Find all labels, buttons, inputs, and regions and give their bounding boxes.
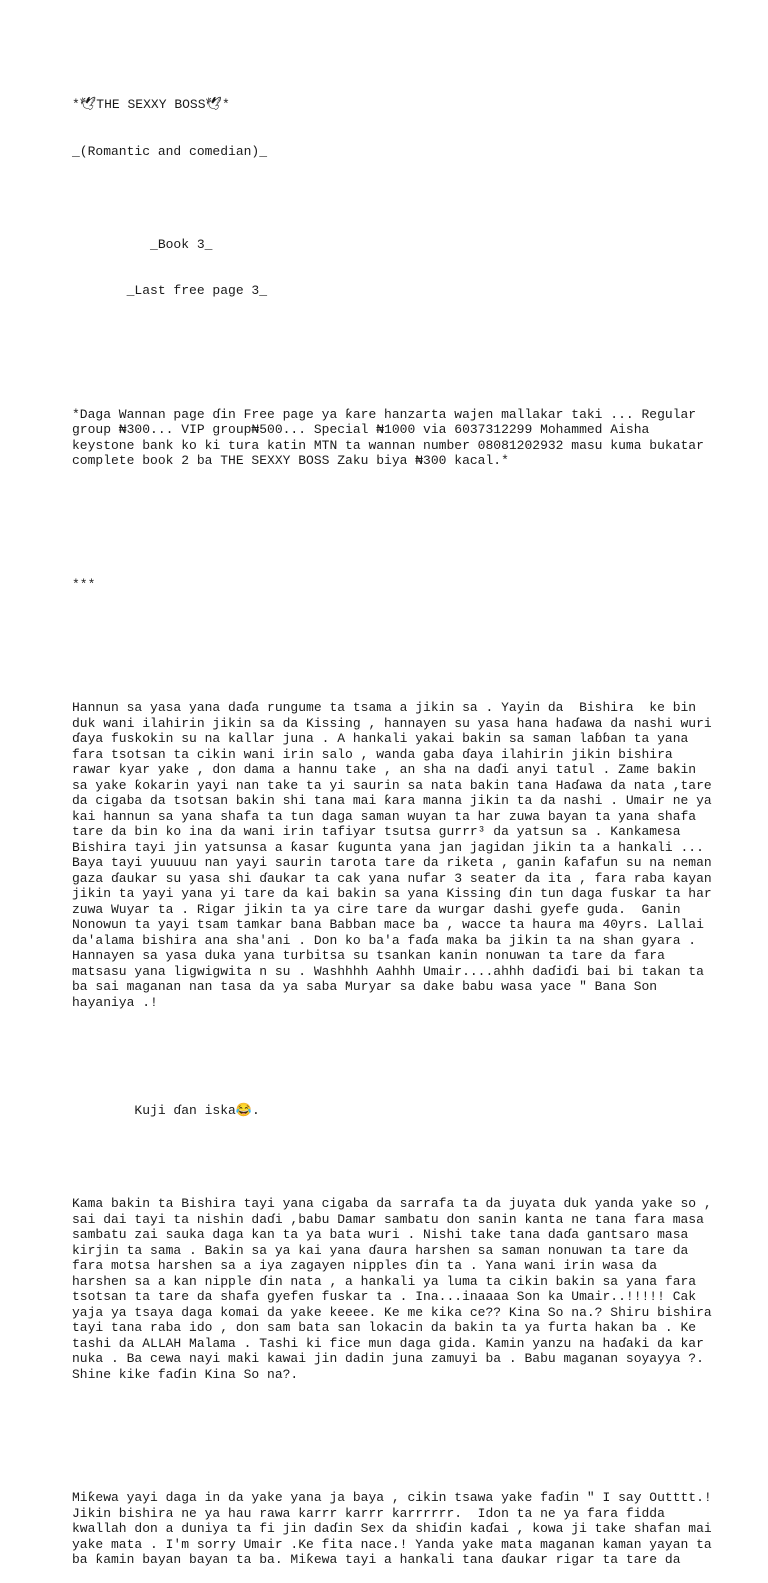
book-label: _Book 3_	[72, 236, 213, 252]
spacer	[72, 330, 712, 376]
document-subtitle: _(Romantic and comedian)_	[72, 143, 268, 159]
story-paragraph: Miƙewa yayi daga in da yake yana ja baya , cikin tsawa yake faɗin " I say Outttt.! Jikin bishira ne ya hau rawa karrr karrr karrrrrr. Idon ta ne ya fara fidda kwallah don a duniya ta fi jin daɗin Sex da shiɗin kaɗai , kowa ji take shafan mai yake mata . I'm sorry Umair .Ke fita nace.! Yanda yake mata maganan kaman yayan ta ba ƙamin bayan bayan ta ba. Miƙewa tayi a hankali tana ɗaukar rigar ta tare da	[72, 1490, 720, 1567]
page-label: _Last free page 3_	[72, 283, 268, 298]
document-page	[72, 66, 720, 1583]
story-paragraph: Kama bakin ta Bishira tayi yana cigaba da sarrafa ta da juyata duk yanda yake so , sai dai tayi ta nishin daɗi ,babu Damar sambatu don sanin kanta ne tana fara masa sambatu zai sauka daga kan ta ya bata wuri . Nishi take tana daɗa gantsaro masa kirjin ta sama . Bakin sa ya kai yana ɗaura harshen sa saman nonuwan ta tare da fara motsa harshen sa a iya zagayen nipples ɗin ta . Yana wani irin wasa da harshen sa a kan nipple ɗin nata , a hankali ya luma ta cikin bakin sa yana fara tsotsan ta tare da shafa gyefen fuskar ta . Ina...inaaaa Son ka Umair..!!!!! Cak yaja ya tsaya daga komai da yake keeee. Ke me kika ce?? Kina So na.? Shiru bishira tayi tana raba ido , don sam bata san lokacin da bakin ta ya furta hakan ba . Ke tashi da ALLAH Malama . Tashi ki fice mun daga gida. Kamin yanzu na haɗaki da kar nuka . Ba cewa nayi maki kawai jin dadin juna zamuyi ba . Babu maganan soyayya ?. Shine kike faɗin Kina So na?.	[72, 1196, 720, 1382]
notice-paragraph: *Daga Wannan page ɗin Free page ya ƙare hanzarta wajen mallakar taki ... Regular group ₦300... VIP group₦500... Special ₦1000 via 6037312299 Mohammed Aisha keystone bank ko ki tura katin MTN ta wannan number 08081202932 masu kuma bukatar complete book 2 ba THE SEXXY BOSS Zaku biya ₦300 kacal.*	[72, 406, 712, 468]
spacer	[72, 623, 712, 669]
section-separator: ***	[72, 576, 96, 592]
story-paragraph: Hannun sa yasa yana daɗa rungume ta tsama a jikin sa . Yayin da Bishira ke bin duk wani ilahirin jikin sa da Kissing , hannayen su yasa hana haɗawa da nashi wuri ɗaya fuskokin su na kallar juna . A hankali yakai bakin sa saman laɓɓan ta yana fara tsotsan ta cikin wani irin salo , wanda gaba ɗaya ilahirin jikin bishira rawar kyar yake , don dama a hannu take , an sha na daɗi anyi tatul . Zame bakin sa yake ƙokarin yayi nan take ta yi saurin sa nata bakin tana Haɗawa da nata ,tare da cigaba da tsotsan bakin shi tana mai ƙara manna jikin ta da nashi . Umair ne ya kai hannun sa yana shafa ta tun daga saman wuyan ta har zuwa bayan ta yana shafa tare da bin ko ina da wani irin tafiyar tsutsa gurrr³ da yatsun sa . Kankamesa Bishira tayi jin yatsunsa a ƙasar ƙugunta yana jan jagidan jikin ta a hankali ... Baya tayi yuuuuu nan yayi saurin tarota tare da riketa , ganin ƙafafun su na neman gaza ɗaukar su yasa shi ɗaukar ta cak yana nufar 3 seater da ita , fara raba kayan jikin ta yayi yana yi tare da kai bakin sa yana Kissing ɗin tun daga fuskar ta har zuwa Wuyar ta . Rigar jikin ta ya cire tare da wurgar dashi gyefe guda. Ganin Nonowun ta yayi tsam tamkar bana Babban mace ba , wacce ta haura ma 40yrs. Lallai da'alama bishira ana sha'ani . Don ko ba'a faɗa maka ba jikin ta na shan gyara . Hannayen sa yasa duka yana turbitsa su tsankan kanin nonuwan ta tare da fara matsasu yana ligwigwita n su . Washhhh Aahhh Umair....ahhh daɗiɗi bai bi takan ta ba sai maganan nan tasa da ya saba Muryar sa dake babu wasa yace " Bana Son hayaniya .!	[72, 700, 720, 1010]
story-paragraph: Kuji ɗan iska😂.	[72, 1103, 260, 1118]
spacer	[72, 1413, 712, 1459]
blank-line	[72, 190, 712, 206]
spacer	[72, 1041, 712, 1072]
spacer	[72, 500, 712, 546]
document-title: *🕊︎THE SEXXY BOSS🕊︎*	[72, 97, 230, 112]
spacer	[72, 1150, 712, 1166]
